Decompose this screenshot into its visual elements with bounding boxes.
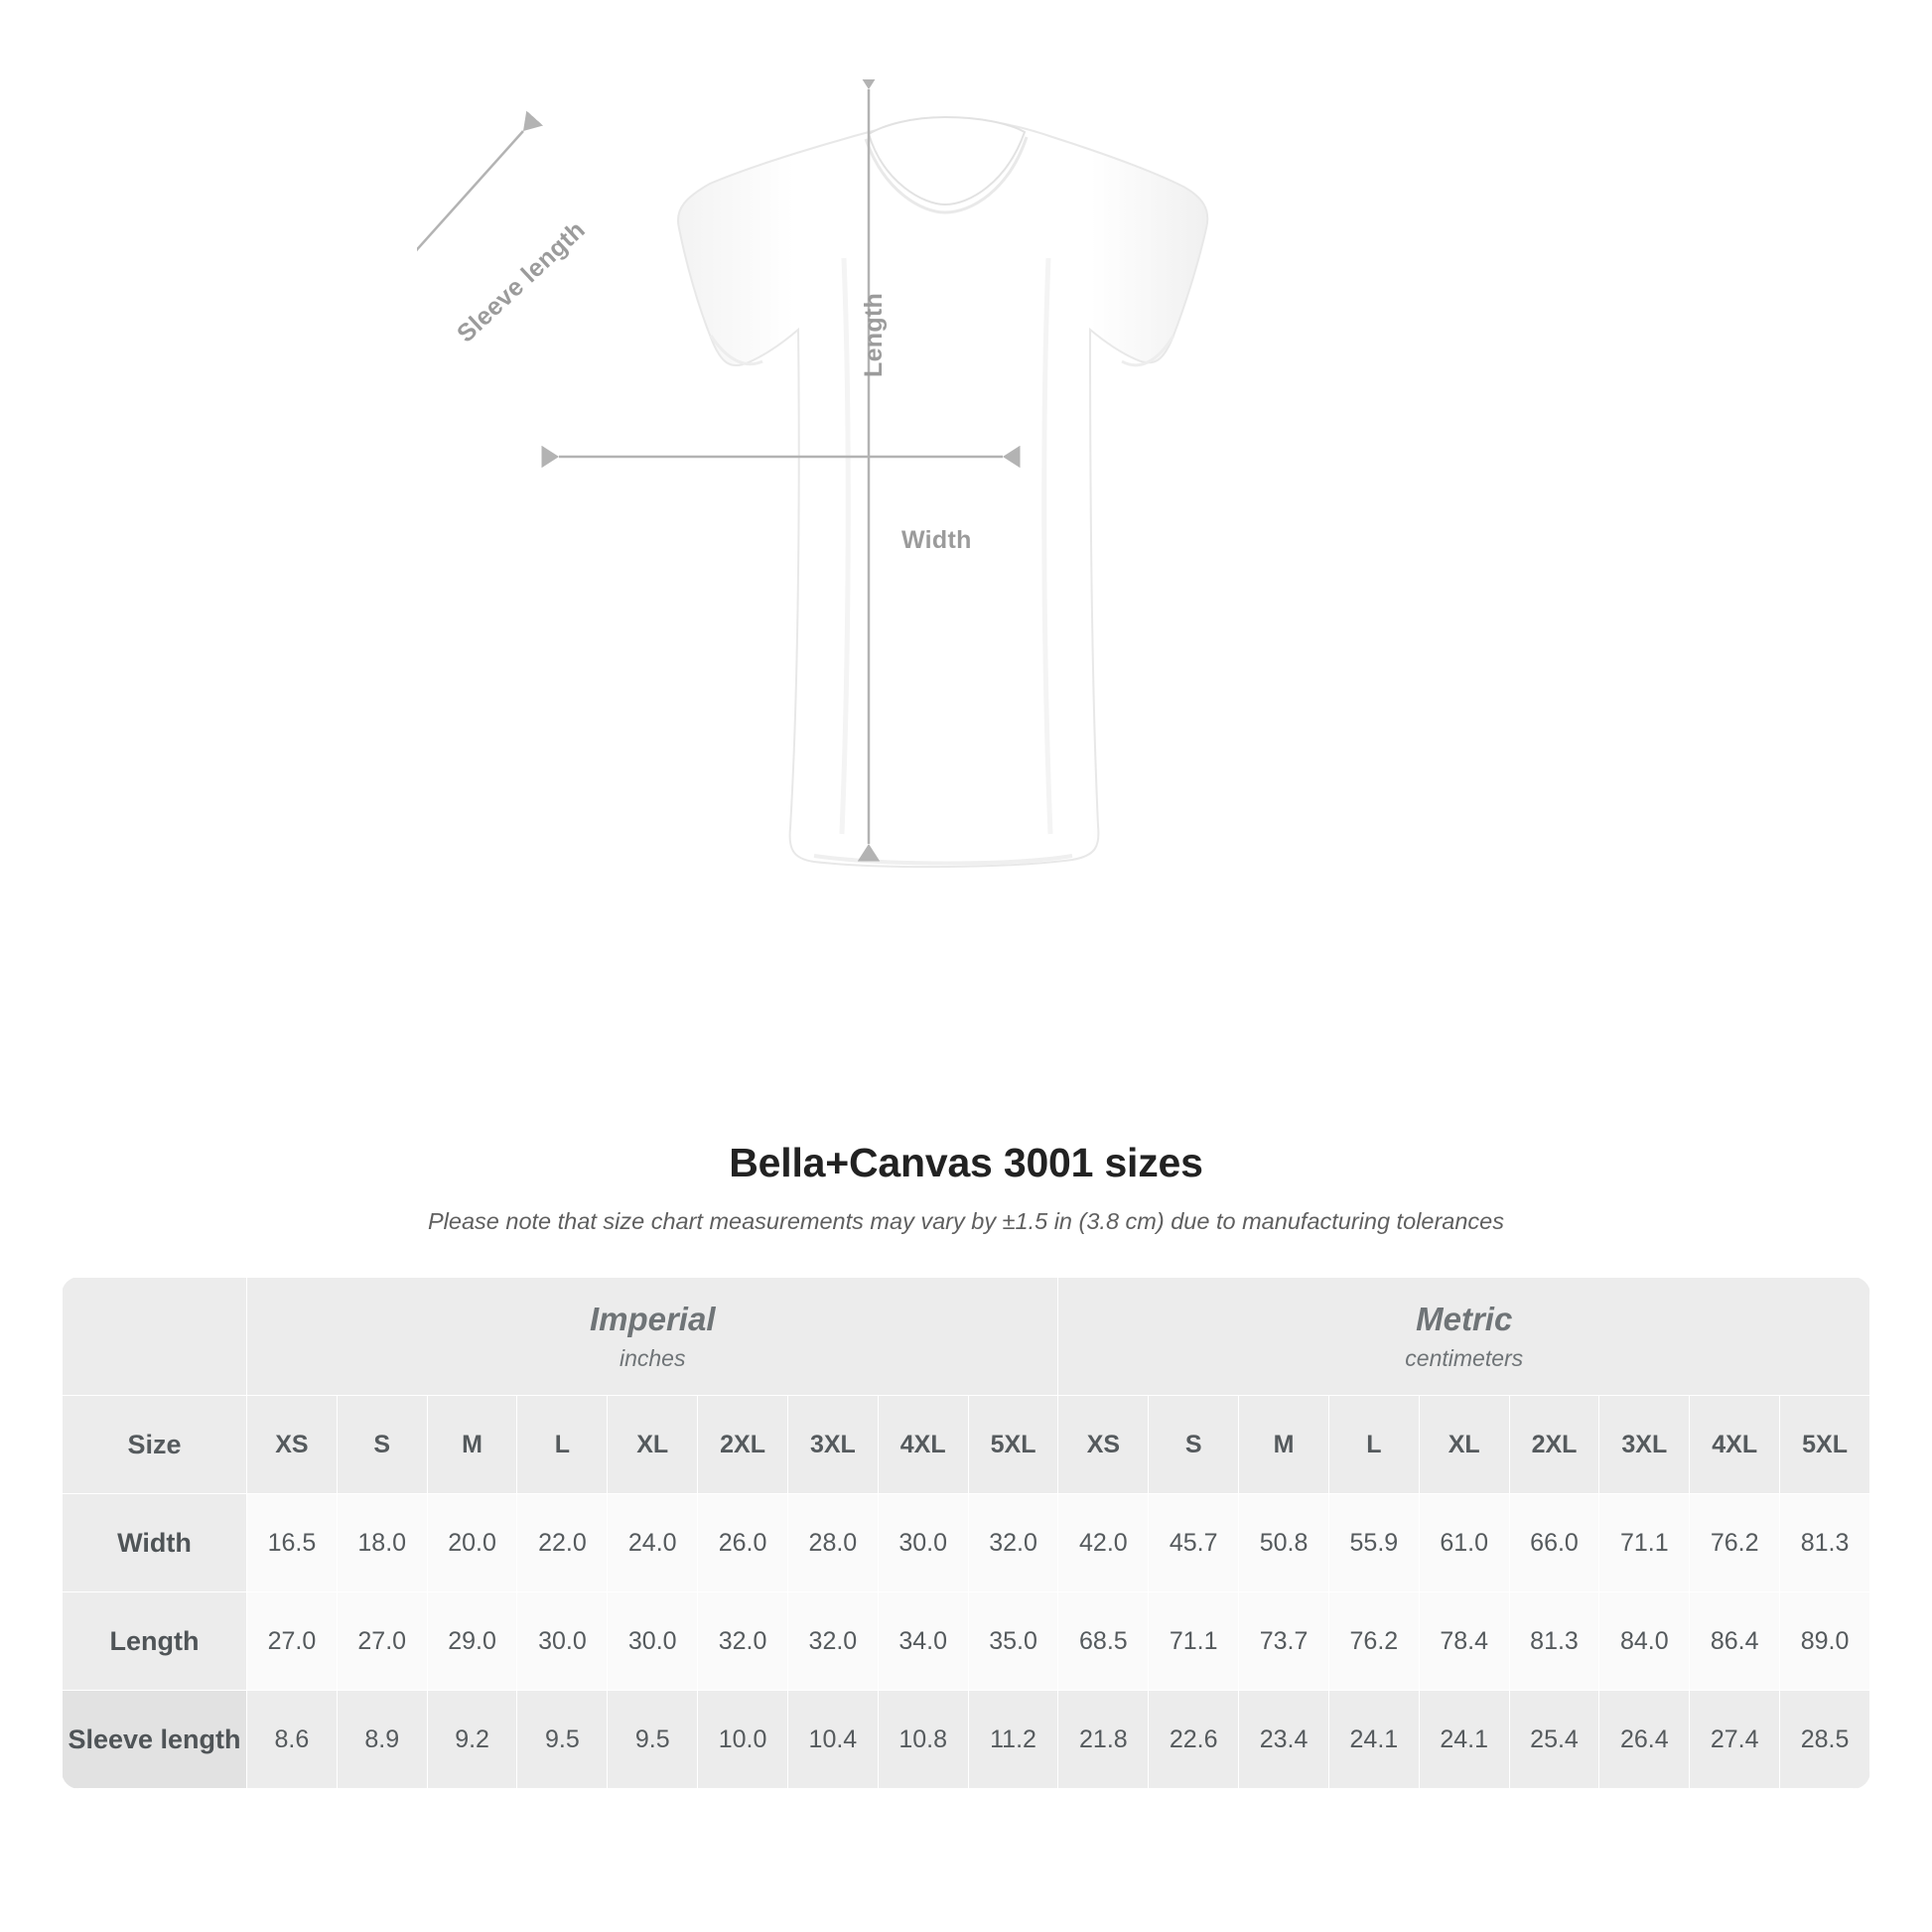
cell: 50.8 <box>1239 1494 1329 1592</box>
corner-cell <box>63 1278 247 1396</box>
page-title: Bella+Canvas 3001 sizes <box>729 1140 1203 1185</box>
size-header-metric-xl: XL <box>1419 1396 1509 1494</box>
cell: 24.1 <box>1328 1691 1419 1789</box>
size-header-metric-xs: XS <box>1058 1396 1149 1494</box>
size-header-imperial-2xl: 2XL <box>698 1396 788 1494</box>
cell: 32.0 <box>787 1592 878 1691</box>
cell: 28.0 <box>787 1494 878 1592</box>
cell: 10.8 <box>878 1691 968 1789</box>
cell: 23.4 <box>1239 1691 1329 1789</box>
cell: 16.5 <box>247 1494 338 1592</box>
cell: 34.0 <box>878 1592 968 1691</box>
cell: 28.5 <box>1780 1691 1870 1789</box>
size-header-imperial-s: S <box>337 1396 427 1494</box>
cell: 18.0 <box>337 1494 427 1592</box>
size-header-imperial-3xl: 3XL <box>787 1396 878 1494</box>
table-row <box>63 1691 1870 1789</box>
cell: 22.0 <box>517 1494 608 1592</box>
cell: 68.5 <box>1058 1592 1149 1691</box>
cell: 35.0 <box>968 1592 1058 1691</box>
cell: 76.2 <box>1328 1592 1419 1691</box>
cell: 27.0 <box>247 1592 338 1691</box>
cell: 55.9 <box>1328 1494 1419 1592</box>
cell: 30.0 <box>517 1592 608 1691</box>
size-header-imperial-m: M <box>427 1396 517 1494</box>
size-chart-table-wrap <box>62 1277 1870 1789</box>
size-header-imperial-l: L <box>517 1396 608 1494</box>
cell: 30.0 <box>878 1494 968 1592</box>
cell: 30.0 <box>608 1592 698 1691</box>
cell: 21.8 <box>1058 1691 1149 1789</box>
cell: 89.0 <box>1780 1592 1870 1691</box>
cell: 8.6 <box>247 1691 338 1789</box>
size-header-metric-l: L <box>1328 1396 1419 1494</box>
cell: 8.9 <box>337 1691 427 1789</box>
row-header-sleeve-length: Sleeve length <box>63 1691 247 1789</box>
tolerance-note: Please note that size chart measurements may vary by ±1.5 in (3.8 cm) due to manufacturing tolerances <box>428 1208 1504 1234</box>
cell: 76.2 <box>1690 1494 1780 1592</box>
cell: 81.3 <box>1509 1592 1599 1691</box>
size-header-imperial-5xl: 5XL <box>968 1396 1058 1494</box>
chart-heading <box>0 1140 1932 1235</box>
cell: 9.5 <box>517 1691 608 1789</box>
size-header-metric-2xl: 2XL <box>1509 1396 1599 1494</box>
cell: 84.0 <box>1599 1592 1690 1691</box>
dimension-label-sleeve-length: Sleeve length <box>452 215 591 348</box>
cell: 10.4 <box>787 1691 878 1789</box>
row-header-size: Size <box>63 1396 247 1494</box>
size-header-imperial-xl: XL <box>608 1396 698 1494</box>
cell: 27.4 <box>1690 1691 1780 1789</box>
cell: 71.1 <box>1149 1592 1239 1691</box>
cell: 71.1 <box>1599 1494 1690 1592</box>
cell: 26.0 <box>698 1494 788 1592</box>
table-row <box>63 1494 1870 1592</box>
table-row <box>63 1592 1870 1691</box>
unit-group-imperial: Imperial inches <box>247 1278 1058 1396</box>
cell: 9.5 <box>608 1691 698 1789</box>
size-header-metric-s: S <box>1149 1396 1239 1494</box>
cell: 42.0 <box>1058 1494 1149 1592</box>
cell: 27.0 <box>337 1592 427 1691</box>
cell: 20.0 <box>427 1494 517 1592</box>
cell: 25.4 <box>1509 1691 1599 1789</box>
row-header-width: Width <box>63 1494 247 1592</box>
size-chart-table <box>62 1277 1870 1789</box>
cell: 32.0 <box>698 1592 788 1691</box>
unit-header-row <box>63 1278 1870 1396</box>
size-header-imperial-4xl: 4XL <box>878 1396 968 1494</box>
cell: 24.0 <box>608 1494 698 1592</box>
cell: 11.2 <box>968 1691 1058 1789</box>
size-header-metric-4xl: 4XL <box>1690 1396 1780 1494</box>
dimension-label-width: Width <box>901 526 972 554</box>
cell: 73.7 <box>1239 1592 1329 1691</box>
cell: 10.0 <box>698 1691 788 1789</box>
cell: 32.0 <box>968 1494 1058 1592</box>
dimension-label-length: Length <box>860 292 888 377</box>
size-header-row <box>63 1396 1870 1494</box>
unit-group-metric: Metric centimeters <box>1058 1278 1870 1396</box>
cell: 61.0 <box>1419 1494 1509 1592</box>
cell: 45.7 <box>1149 1494 1239 1592</box>
cell: 66.0 <box>1509 1494 1599 1592</box>
cell: 9.2 <box>427 1691 517 1789</box>
size-header-metric-5xl: 5XL <box>1780 1396 1870 1494</box>
size-header-imperial-xs: XS <box>247 1396 338 1494</box>
cell: 86.4 <box>1690 1592 1780 1691</box>
cell: 81.3 <box>1780 1494 1870 1592</box>
size-header-metric-3xl: 3XL <box>1599 1396 1690 1494</box>
cell: 26.4 <box>1599 1691 1690 1789</box>
cell: 22.6 <box>1149 1691 1239 1789</box>
cell: 24.1 <box>1419 1691 1509 1789</box>
size-header-metric-m: M <box>1239 1396 1329 1494</box>
cell: 78.4 <box>1419 1592 1509 1691</box>
cell: 29.0 <box>427 1592 517 1691</box>
row-header-length: Length <box>63 1592 247 1691</box>
